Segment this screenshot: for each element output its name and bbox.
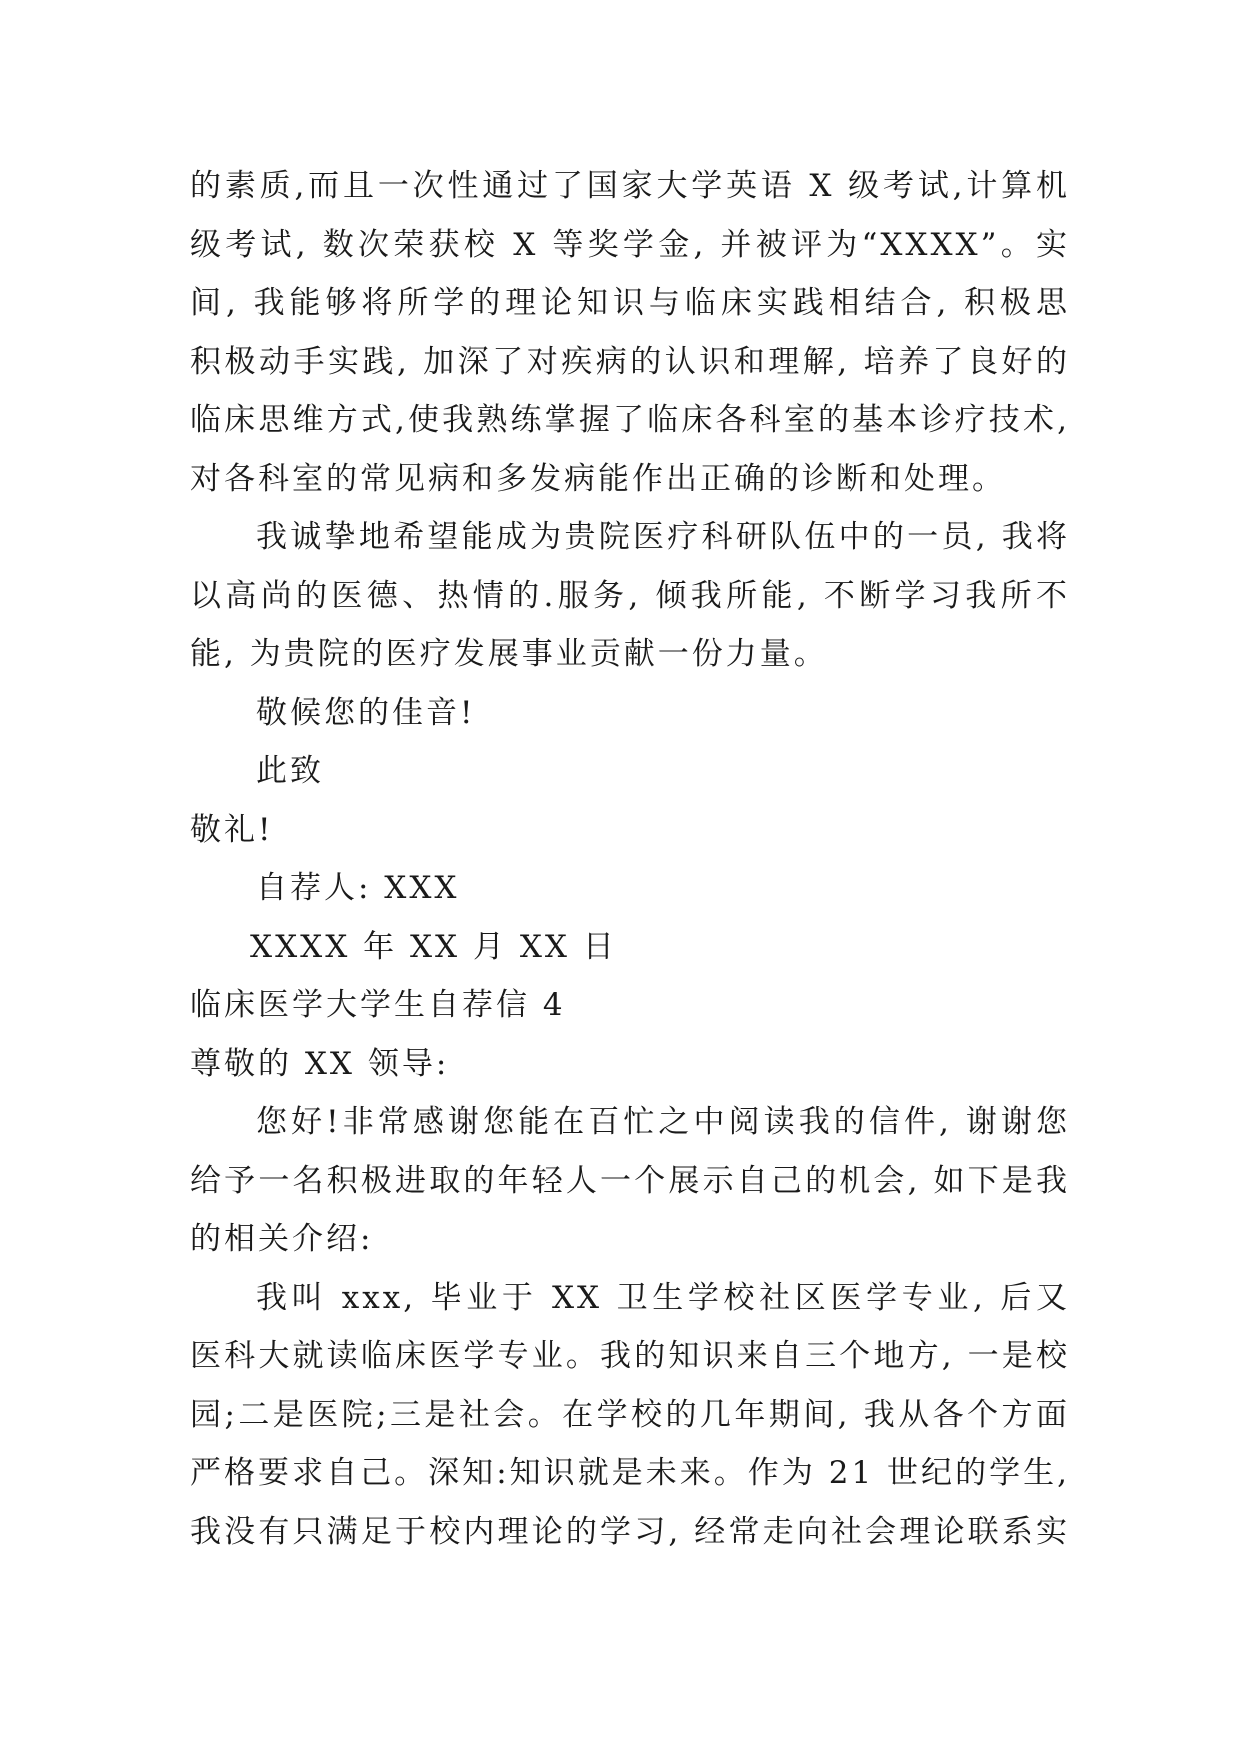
paragraph-first-line: 您好!非常感谢您能在百忙之中阅读我的信件, 谢谢您	[256, 1104, 1070, 1140]
text-line: 能, 为贵院的医疗发展事业贡献一份力量。	[190, 636, 828, 672]
section-title: 临床医学大学生自荐信 4	[190, 987, 566, 1023]
salutation-regards: 敬礼!	[190, 811, 274, 848]
closing-wish: 敬候您的佳音!	[256, 694, 476, 731]
paragraph-first-line: 我叫 xxx, 毕业于 XX 卫生学校社区医学专业, 后又	[256, 1279, 1070, 1316]
text-line: 严格要求自己。深知:知识就是未来。作为 21 世纪的学生,	[190, 1455, 1070, 1491]
text-line: 给予一名积极进取的年轻人一个展示自己的机会, 如下是我	[190, 1162, 1070, 1199]
date-line: XXXX 年 XX 月 XX 日	[250, 928, 617, 965]
text-line: 的素质,而且一次性通过了国家大学英语 X 级考试,计算机	[190, 168, 1070, 204]
text-line: 对各科室的常见病和多发病能作出正确的诊断和处理。	[190, 460, 1006, 497]
letter-body	[190, 157, 1070, 1561]
greeting-line: 尊敬的 XX 领导:	[190, 1045, 450, 1082]
text-line: 的相关介绍:	[190, 1221, 374, 1257]
text-line: 以高尚的医德、热情的.服务, 倾我所能, 不断学习我所不	[190, 577, 1070, 614]
text-line: 园;二是医院;三是社会。在学校的几年期间, 我从各个方面	[190, 1396, 1070, 1433]
text-line: 我没有只满足于校内理论的学习, 经常走向社会理论联系实	[190, 1513, 1070, 1550]
text-line: 临床思维方式,使我熟练掌握了临床各科室的基本诊疗技术,	[190, 402, 1070, 438]
text-line: 级考试, 数次荣获校 X 等奖学金, 并被评为“XXXX”。实	[190, 226, 1070, 263]
text-line: 间, 我能够将所学的理论知识与临床实践相结合, 积极思	[190, 285, 1070, 321]
paragraph-first-line: 我诚挚地希望能成为贵院医疗科研队伍中的一员, 我将	[256, 519, 1070, 555]
text-line: 医科大就读临床医学专业。我的知识来自三个地方, 一是校	[190, 1338, 1070, 1374]
signature-line: 自荐人: XXX	[256, 870, 460, 906]
text-line: 积极动手实践, 加深了对疾病的认识和理解, 培养了良好的	[190, 343, 1070, 380]
salutation-close: 此致	[256, 753, 324, 789]
